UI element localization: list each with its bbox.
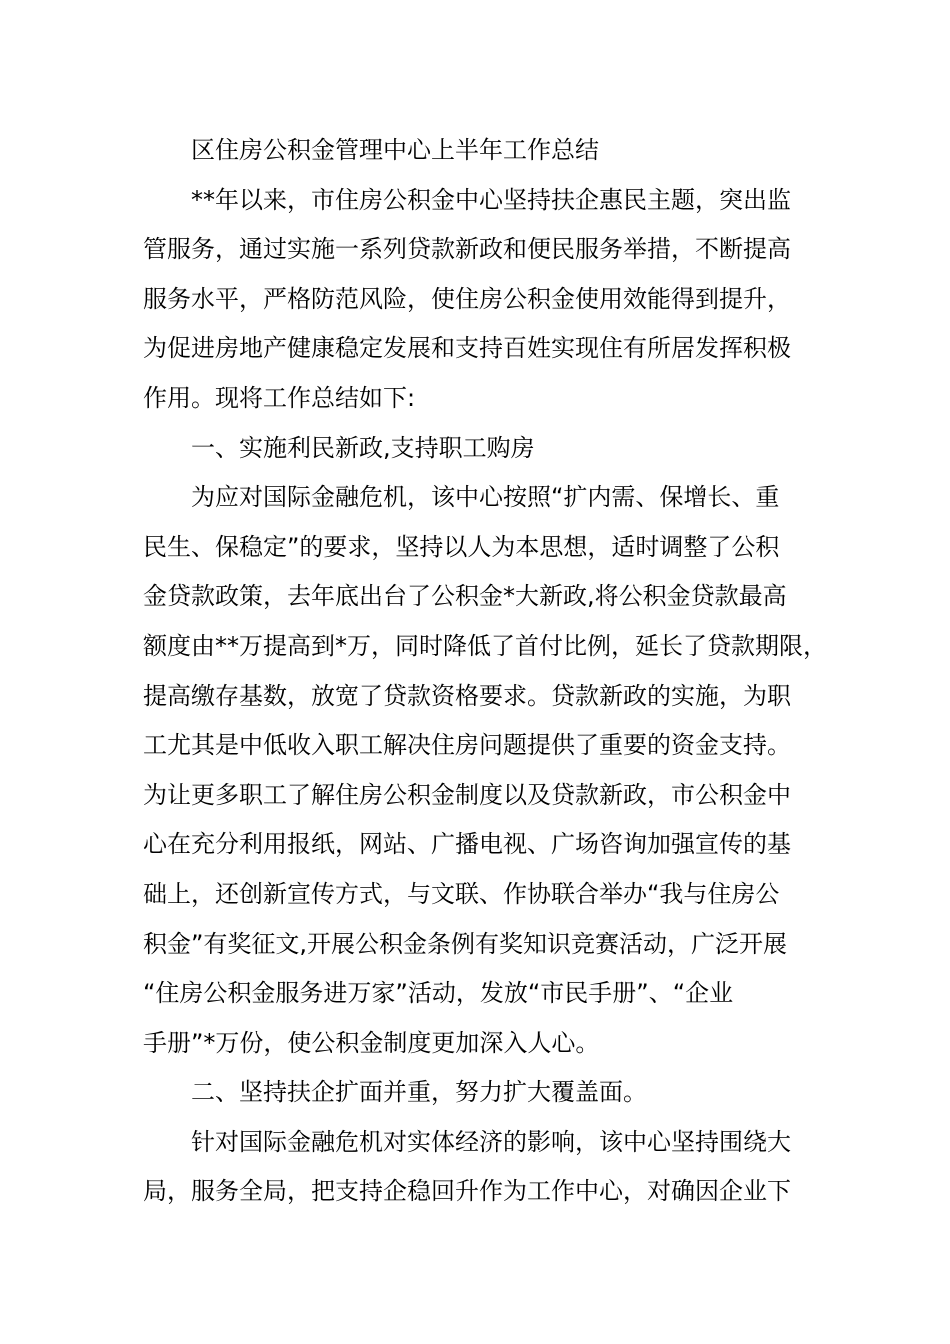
paragraph-line: 民生、保稳定”的要求，坚持以人为本思想，适时调整了公积 — [143, 532, 780, 561]
paragraph-line: “住房公积金服务进万家”活动，发放“市民手册”、“企业 — [143, 979, 734, 1008]
paragraph-line: 额度由**万提高到*万，同时降低了首付比例，延长了贷款期限， — [143, 631, 827, 660]
paragraph-line: 局，服务全局，把支持企稳回升作为工作中心，对确因企业下 — [143, 1177, 791, 1206]
paragraph-line: 积金”有奖征文,开展公积金条例有奖知识竞赛活动，广泛开展 — [143, 929, 788, 958]
section-heading: 二、坚持扶企扩面并重，努力扩大覆盖面。 — [191, 1078, 647, 1107]
paragraph-line: 工尤其是中低收入职工解决住房问题提供了重要的资金支持。 — [143, 731, 791, 760]
paragraph-line: 针对国际金融危机对实体经济的影响，该中心坚持围绕大 — [191, 1127, 791, 1156]
section-heading: 一、实施利民新政,支持职工购房 — [191, 433, 535, 462]
paragraph-line: 管服务，通过实施一系列贷款新政和便民服务举措，不断提高 — [143, 235, 791, 264]
document-title: 区住房公积金管理中心上半年工作总结 — [191, 136, 599, 164]
paragraph-line: 手册”*万份，使公积金制度更加深入人心。 — [143, 1028, 600, 1057]
document-body — [143, 126, 827, 1217]
paragraph-line: **年以来，市住房公积金中心坚持扶企惠民主题，突出监 — [191, 185, 791, 214]
paragraph-line: 作用。现将工作总结如下: — [143, 383, 416, 412]
paragraph-line: 金贷款政策，去年底出台了公积金*大新政,将公积金贷款最高 — [143, 582, 787, 611]
paragraph-line: 为让更多职工了解住房公积金制度以及贷款新政，市公积金中 — [143, 780, 791, 809]
paragraph-line: 服务水平，严格防范风险，使住房公积金使用效能得到提升， — [143, 284, 791, 313]
paragraph-line: 提高缴存基数，放宽了贷款资格要求。贷款新政的实施，为职 — [143, 681, 791, 710]
paragraph-line: 为促进房地产健康稳定发展和支持百姓实现住有所居发挥积极 — [143, 334, 791, 363]
paragraph-line: 心在充分利用报纸，网站、广播电视、广场咨询加强宣传的基 — [143, 830, 791, 859]
paragraph-line: 础上，还创新宣传方式，与文联、作协联合举办“我与住房公 — [143, 879, 780, 908]
paragraph-line: 为应对国际金融危机，该中心按照“扩内需、保增长、重 — [191, 483, 780, 512]
